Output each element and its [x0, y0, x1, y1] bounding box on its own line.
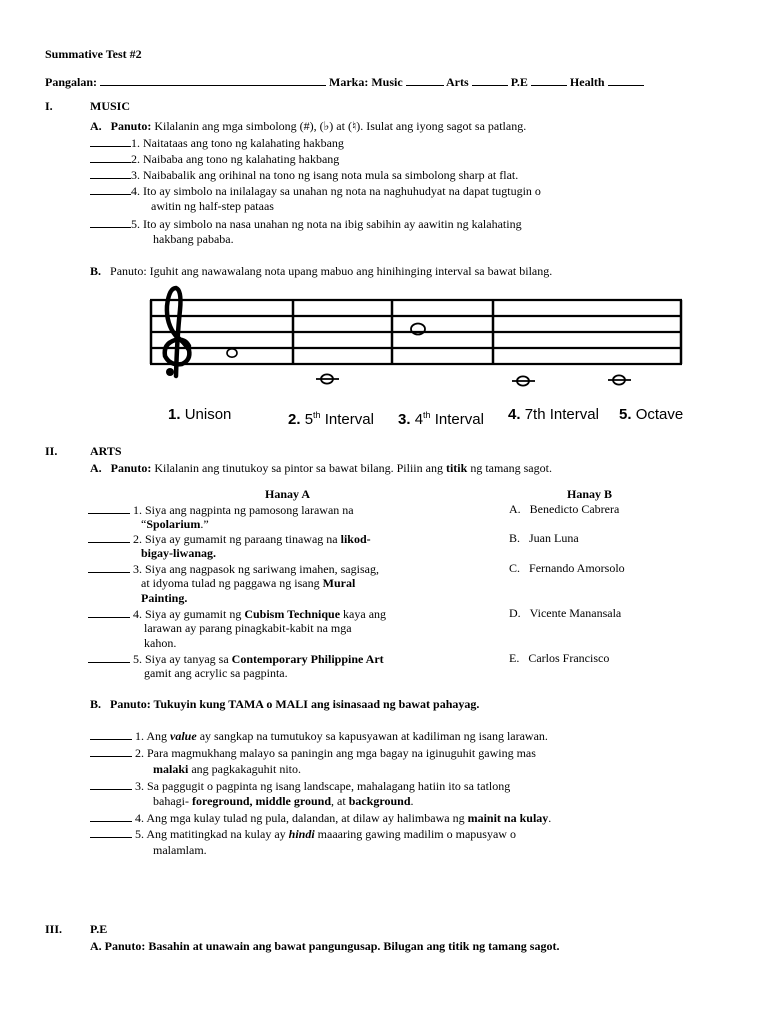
answer-blank[interactable] [90, 778, 132, 790]
arts-item-3-continued-2: Painting. [141, 591, 188, 605]
arts-b-item-4: 4. Ang mga kulay tulad ng pula, dalandan, at dilaw ay halimbawa ng mainit na kulay. [90, 810, 551, 826]
arts-part-a-instruction: A. Panuto: Kilalanin ang tinutukoy sa pintor sa bawat bilang. Piliin ang titik ng tamang sagot. [90, 461, 552, 475]
arts-item-2: 2. Siya ay gumamit ng paraang tinawag na likod- [88, 531, 371, 547]
arts-item-1: 1. Siya ang nagpinta ng pamosong larawan na [88, 502, 354, 518]
answer-blank[interactable] [90, 728, 132, 740]
answer-blank[interactable] [90, 745, 132, 757]
arts-item-5-continued: gamit ang acrylic sa pagpinta. [144, 666, 288, 680]
answer-blank[interactable] [88, 502, 130, 514]
arts-score-blank[interactable] [472, 74, 508, 86]
score-label: Marka: Music [329, 75, 403, 89]
arts-item-5: 5. Siya ay tanyag sa Contemporary Philippine Art [88, 651, 384, 667]
instruction-text: Panuto: Iguhit ang nawawalang nota upang mabuo ang hinihinging interval sa bawat bilang. [110, 264, 553, 278]
pe-score-blank[interactable] [531, 74, 567, 86]
whole-note-ledger [316, 374, 339, 383]
answer-blank[interactable] [90, 810, 132, 822]
arts-item-2-continued: bigay-liwanag. [141, 546, 217, 560]
arts-item-4-continued: larawan ay parang pinagkabit-kabit na mga [144, 621, 352, 635]
arts-label: Arts [446, 75, 469, 89]
choice-b: B. Juan Luna [509, 531, 579, 545]
music-part-a-instruction [90, 119, 526, 134]
pe-label: P.E [510, 75, 528, 89]
column-header-b: Hanay B [567, 487, 613, 501]
answer-blank[interactable] [90, 826, 132, 838]
interval-label-4: 4. 7th Interval [508, 406, 599, 423]
column-header-a: Hanay A [265, 487, 311, 501]
interval-label-2: 2. 5th Interval [288, 410, 374, 428]
arts-b-item-2-continued: malaki ang pagkakaguhit nito. [153, 762, 301, 776]
health-score-blank[interactable] [608, 74, 644, 86]
panuto-label: Panuto: [110, 119, 152, 133]
answer-blank[interactable] [88, 606, 130, 618]
answer-blank[interactable] [90, 151, 131, 163]
answer-blank[interactable] [88, 561, 130, 573]
music-item-5: 5. Ito ay simbolo na nasa unahan ng nota na ibig sabihin ay aawitin ng kalahating [90, 216, 522, 232]
music-staff [0, 280, 768, 400]
interval-label-5: 5. Octave [619, 406, 684, 423]
item-text: Naitataas ang tono ng kalahating hakbang [143, 136, 344, 150]
name-label: Pangalan: [45, 75, 98, 89]
answer-blank[interactable] [90, 183, 131, 195]
answer-blank[interactable] [90, 216, 131, 228]
arts-b-item-1: 1. Ang value ay sangkap na tumutukoy sa kapusyawan at kadiliman ng isang larawan. [90, 728, 548, 744]
choice-e: E. Carlos Francisco [509, 651, 610, 665]
arts-item-3-continued: at idyoma tulad ng paggawa ng isang Mural [141, 576, 356, 590]
arts-b-item-5: 5. Ang matitingkad na kulay ay hindi maaaring gawing madilim o mapusyaw o [90, 826, 516, 842]
item-text: Ito ay simbolo na inilalagay sa unahan ng nota na naghuhudyat na dapat tugtugin o [143, 184, 541, 198]
test-title: Summative Test #2 [45, 47, 142, 61]
arts-b-item-3-continued: bahagi- foreground, middle ground, at background. [153, 794, 414, 808]
answer-blank[interactable] [90, 167, 131, 179]
section-title-music: MUSIC [90, 99, 131, 113]
name-blank[interactable] [100, 74, 326, 86]
answer-blank[interactable] [90, 135, 131, 147]
interval-label-1: 1. Unison [168, 406, 232, 423]
section-number-arts: II. [45, 444, 58, 458]
section-number-music: I. [45, 99, 53, 113]
arts-part-b-instruction: B. Panuto: Tukuyin kung TAMA o MALI ang isinasaad ng bawat pahayag. [90, 697, 480, 711]
music-item-4-continued: awitin ng half-step pataas [151, 199, 274, 213]
music-item-5-continued: hakbang pababa. [153, 232, 234, 246]
instruction-text: Kilalanin ang mga simbolong (#), (♭) at (♮). Isulat ang iyong sagot sa patlang. [154, 119, 527, 133]
section-title-pe: P.E [90, 922, 108, 936]
header-fields [45, 74, 644, 90]
section-number-pe: III. [45, 922, 63, 936]
choice-c: C. Fernando Amorsolo [509, 561, 625, 575]
section-title-arts: ARTS [90, 444, 122, 458]
music-item-1: 1. Naitataas ang tono ng kalahating hakbang [90, 135, 344, 151]
music-part-b-instruction [90, 264, 552, 279]
health-label: Health [569, 75, 605, 89]
answer-blank[interactable] [88, 651, 130, 663]
choice-d: D. Vicente Manansala [509, 606, 622, 620]
arts-b-item-3: 3. Sa paggugit o pagpinta ng isang landscape, mahalagang hatiin ito sa tatlong [90, 778, 510, 794]
item-text: Ito ay simbolo na nasa unahan ng nota na ibig sabihin ay aawitin ng kalahating [143, 217, 522, 231]
answer-blank[interactable] [88, 531, 130, 543]
whole-note-ledger [512, 376, 535, 385]
pe-instruction: A. Panuto: Basahin at unawain ang bawat pangungusap. Bilugan ang titik ng tamang sagot. [90, 939, 560, 953]
interval-label-3: 3. 4th Interval [398, 410, 484, 428]
item-text: Naibaba ang tono ng kalahating hakbang [143, 152, 340, 166]
item-text: Naibabalik ang orihinal na tono ng isang nota mula sa simbolong sharp at flat. [143, 168, 519, 182]
arts-item-4-continued-2: kahon. [144, 636, 177, 650]
whole-note [227, 349, 237, 357]
part-letter: B. [90, 264, 102, 278]
whole-note-ledger [608, 375, 631, 384]
arts-item-4: 4. Siya ay gumamit ng Cubism Technique kaya ang [88, 606, 386, 622]
arts-item-1-continued: “Spolarium.” [141, 517, 209, 531]
music-item-4: 4. Ito ay simbolo na inilalagay sa unahan ng nota na naghuhudyat na dapat tugtugin o [90, 183, 541, 199]
arts-b-item-5-continued: malamlam. [153, 843, 207, 857]
arts-b-item-2: 2. Para magmukhang malayo sa paningin ang mga bagay na iginuguhit gawing mas [90, 745, 536, 761]
music-item-2: 2. Naibaba ang tono ng kalahating hakbang [90, 151, 339, 167]
music-score-blank[interactable] [406, 74, 444, 86]
arts-item-3: 3. Siya ang nagpasok ng sariwang imahen, sagisag, [88, 561, 379, 577]
part-letter: A. [90, 119, 102, 133]
choice-a: A. Benedicto Cabrera [509, 502, 620, 516]
music-item-3: 3. Naibabalik ang orihinal na tono ng isang nota mula sa simbolong sharp at flat. [90, 167, 518, 183]
